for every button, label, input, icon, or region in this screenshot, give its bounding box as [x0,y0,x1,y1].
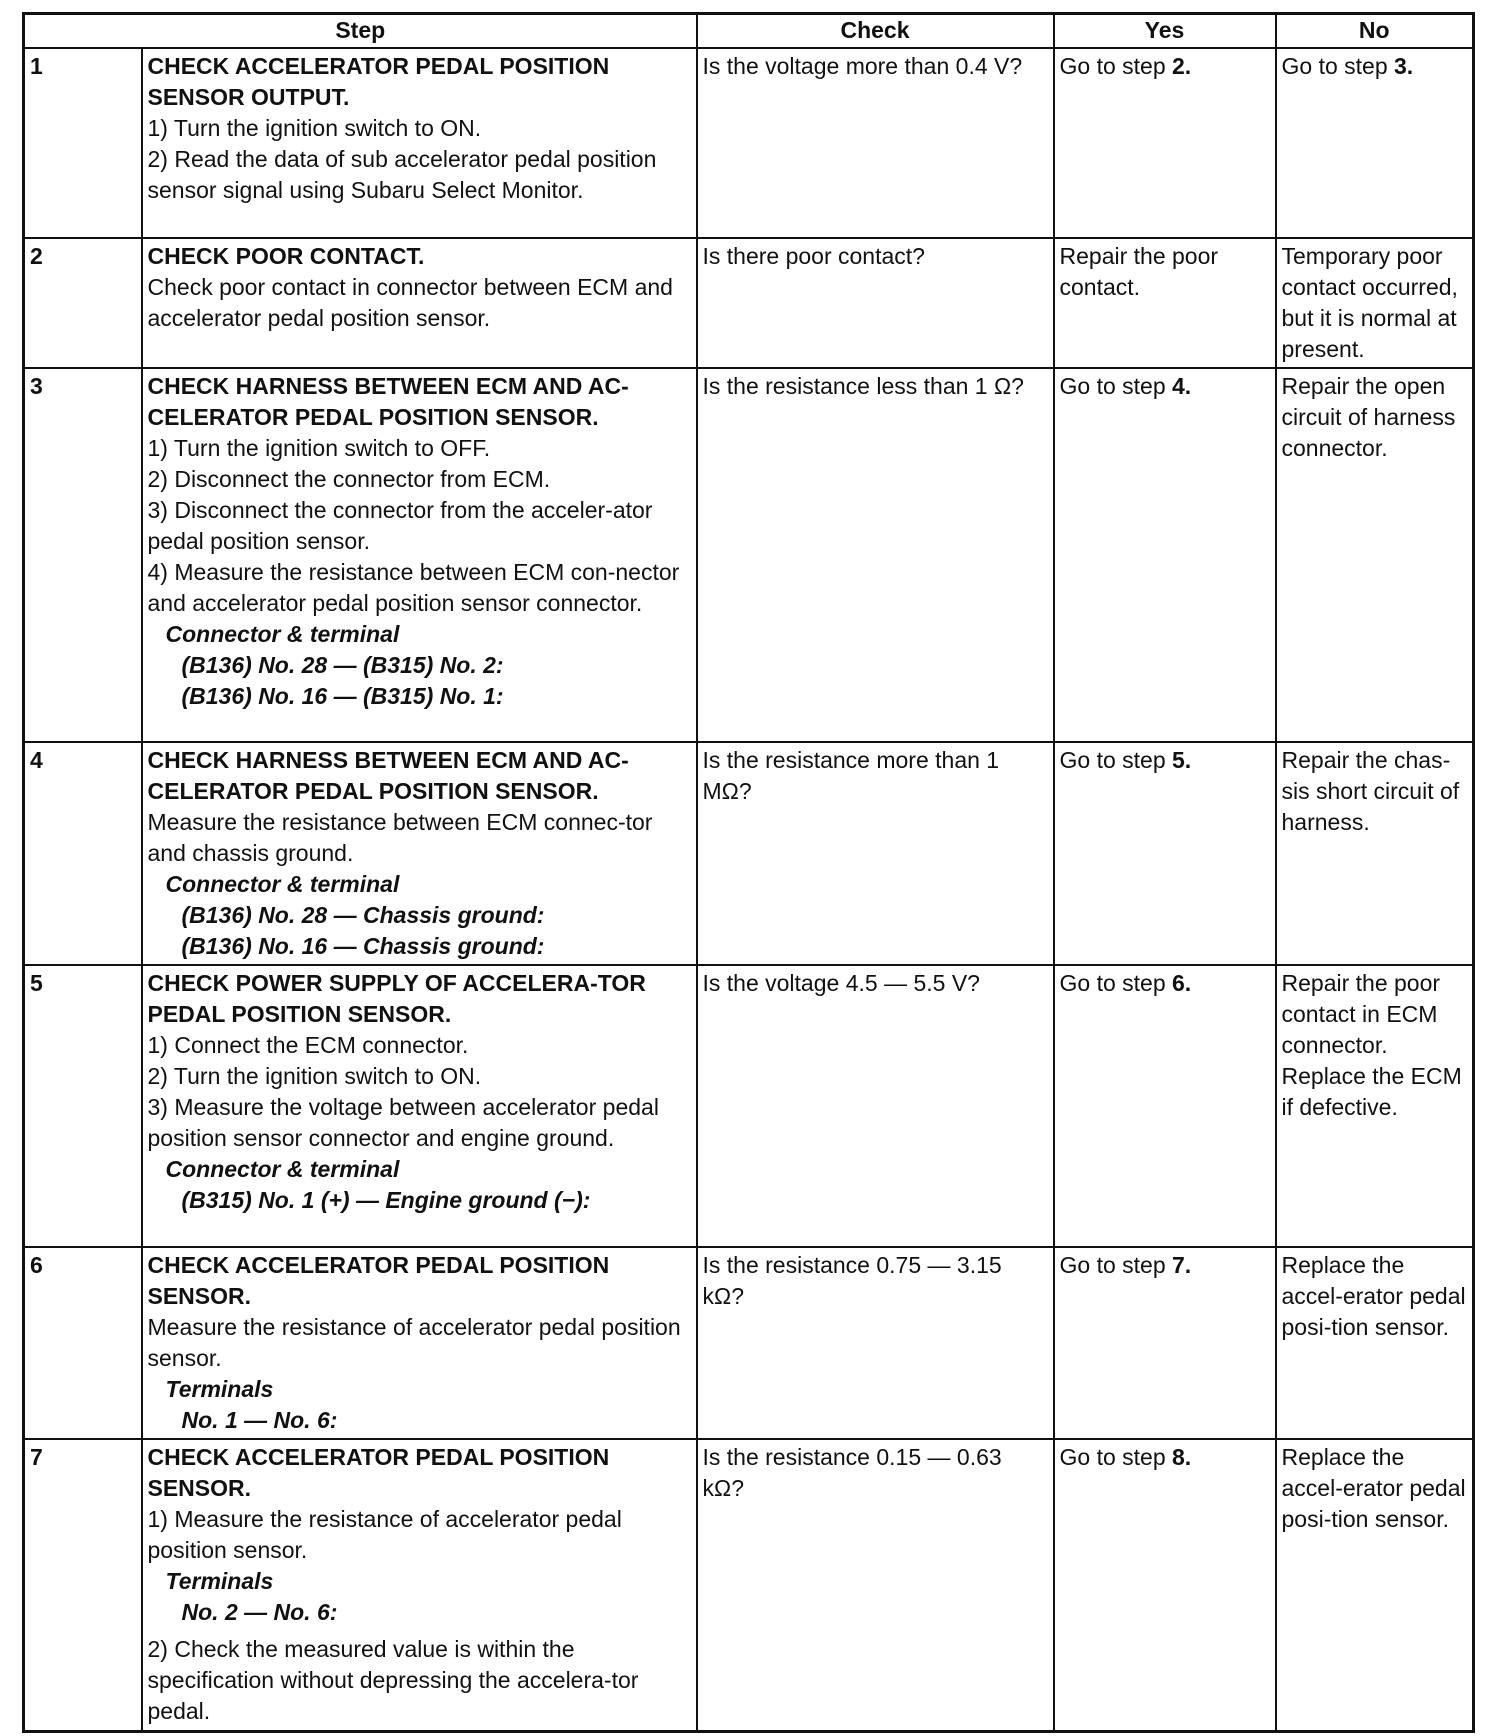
yes-cell: Repair the poor contact. [1054,238,1276,368]
yes-cell [1054,1439,1276,1731]
yes-text: Go to step [1059,1252,1173,1278]
no-cell: Temporary poor contact occurred, but it is normal at present. [1276,238,1474,368]
step-line: 3) Measure the voltage between accelerator pedal position sensor connector and engine ground. [147,1094,659,1151]
no-text: Repair the poor contact in ECM connector. [1281,970,1441,1058]
header-check: Check [697,14,1054,49]
yes-cell [1054,742,1276,965]
header-yes: Yes [1054,14,1276,49]
yes-cell [1054,48,1276,238]
no-cell [1276,965,1474,1247]
step-description [142,48,697,238]
spec-line: (B136) No. 28 — (B315) No. 2: [181,652,504,678]
yes-step: 5. [1172,747,1192,773]
step-line: Measure the resistance of accelerator pedal position sensor. [147,1314,681,1371]
no-cell: Replace the accel-erator pedal posi-tion sensor. [1276,1439,1474,1731]
table-row [24,238,1474,368]
spec-label: Connector & terminal [165,1156,400,1182]
spec-line: (B136) No. 16 — (B315) No. 1: [181,683,504,709]
yes-step: 8. [1172,1444,1192,1470]
check-cell: Is the resistance 0.15 — 0.63 kΩ? [697,1439,1054,1731]
check-cell: Is the resistance 0.75 — 3.15 kΩ? [697,1247,1054,1439]
check-cell: Is the resistance less than 1 Ω? [697,368,1054,742]
yes-step: 6. [1172,970,1192,996]
yes-cell [1054,1247,1276,1439]
step-number: 1 [24,48,142,238]
step-line: 1) Turn the ignition switch to OFF. [147,435,491,461]
yes-text: Go to step [1059,970,1173,996]
no-cell: Repair the open circuit of harness connector. [1276,368,1474,742]
no-cell: Replace the accel-erator pedal posi-tion sensor. [1276,1247,1474,1439]
yes-text: Go to step [1059,373,1173,399]
step-line: 2) Check the measured value is within the specification without depressing the accelera-tor pedal. [147,1636,639,1724]
no-step: 3. [1394,53,1414,79]
yes-step: 4. [1172,373,1192,399]
header-step: Step [24,14,697,49]
step-line: 1) Turn the ignition switch to ON. [147,115,482,141]
step-line: 3) Disconnect the connector from the acceler-ator pedal position sensor. [147,497,653,554]
spec-line: (B136) No. 28 — Chassis ground: [181,902,545,928]
step-title: CHECK HARNESS BETWEEN ECM AND AC-CELERATOR PEDAL POSITION SENSOR. [147,373,629,430]
spec-label: Terminals [165,1376,274,1402]
step-description [142,238,697,368]
step-line: 4) Measure the resistance between ECM con-nector and accelerator pedal position sensor connector. [147,559,680,616]
check-cell: Is the voltage more than 0.4 V? [697,48,1054,238]
yes-step: 2. [1172,53,1192,79]
step-title: CHECK POWER SUPPLY OF ACCELERA-TOR PEDAL POSITION SENSOR. [147,970,646,1027]
step-description [142,1439,697,1731]
step-title: CHECK ACCELERATOR PEDAL POSITION SENSOR. [147,1252,610,1309]
spec-line: No. 1 — No. 6: [181,1407,338,1433]
check-cell: Is the resistance more than 1 MΩ? [697,742,1054,965]
table-row [24,368,1474,742]
step-number: 3 [24,368,142,742]
step-description [142,742,697,965]
step-title: CHECK HARNESS BETWEEN ECM AND AC-CELERATOR PEDAL POSITION SENSOR. [147,747,629,804]
table-row [24,742,1474,965]
step-line: 2) Disconnect the connector from ECM. [147,466,551,492]
step-line: 2) Read the data of sub accelerator pedal position sensor signal using Subaru Select Monitor. [147,146,657,203]
no-cell [1276,48,1474,238]
check-cell: Is the voltage 4.5 — 5.5 V? [697,965,1054,1247]
step-line: 2) Turn the ignition switch to ON. [147,1063,482,1089]
check-cell: Is there poor contact? [697,238,1054,368]
yes-cell [1054,368,1276,742]
step-description [142,368,697,742]
step-title: CHECK ACCELERATOR PEDAL POSITION SENSOR. [147,1444,610,1501]
table-row [24,1247,1474,1439]
yes-text: Go to step [1059,747,1173,773]
spec-line: No. 2 — No. 6: [181,1599,338,1625]
header-no: No [1276,14,1474,49]
spec-line: (B136) No. 16 — Chassis ground: [181,933,545,959]
spec-label: Terminals [165,1568,274,1594]
step-title: CHECK ACCELERATOR PEDAL POSITION SENSOR OUTPUT. [147,53,610,110]
spec-label: Connector & terminal [165,871,400,897]
yes-text: Go to step [1059,53,1173,79]
step-number: 4 [24,742,142,965]
no-text: Go to step [1281,53,1395,79]
step-number: 5 [24,965,142,1247]
yes-step: 7. [1172,1252,1192,1278]
step-number: 2 [24,238,142,368]
table-row [24,965,1474,1247]
header-row [24,14,1474,49]
step-number: 7 [24,1439,142,1731]
spec-label: Connector & terminal [165,621,400,647]
table-row [24,48,1474,238]
diagnostic-table [22,12,1475,1733]
step-description [142,965,697,1247]
step-description [142,1247,697,1439]
step-line: 1) Connect the ECM connector. [147,1032,469,1058]
no-cell: Repair the chas-sis short circuit of harness. [1276,742,1474,965]
step-title: CHECK POOR CONTACT. [147,243,425,269]
yes-cell [1054,965,1276,1247]
yes-text: Go to step [1059,1444,1173,1470]
step-line: Check poor contact in connector between ECM and accelerator pedal position sensor. [147,274,673,331]
no-text-2: Replace the ECM if defective. [1281,1063,1462,1120]
step-line: Measure the resistance between ECM connec-tor and chassis ground. [147,809,653,866]
step-number: 6 [24,1247,142,1439]
step-line: 1) Measure the resistance of accelerator pedal position sensor. [147,1506,622,1563]
spec-line: (B315) No. 1 (+) — Engine ground (−): [181,1187,591,1213]
table-row [24,1439,1474,1731]
